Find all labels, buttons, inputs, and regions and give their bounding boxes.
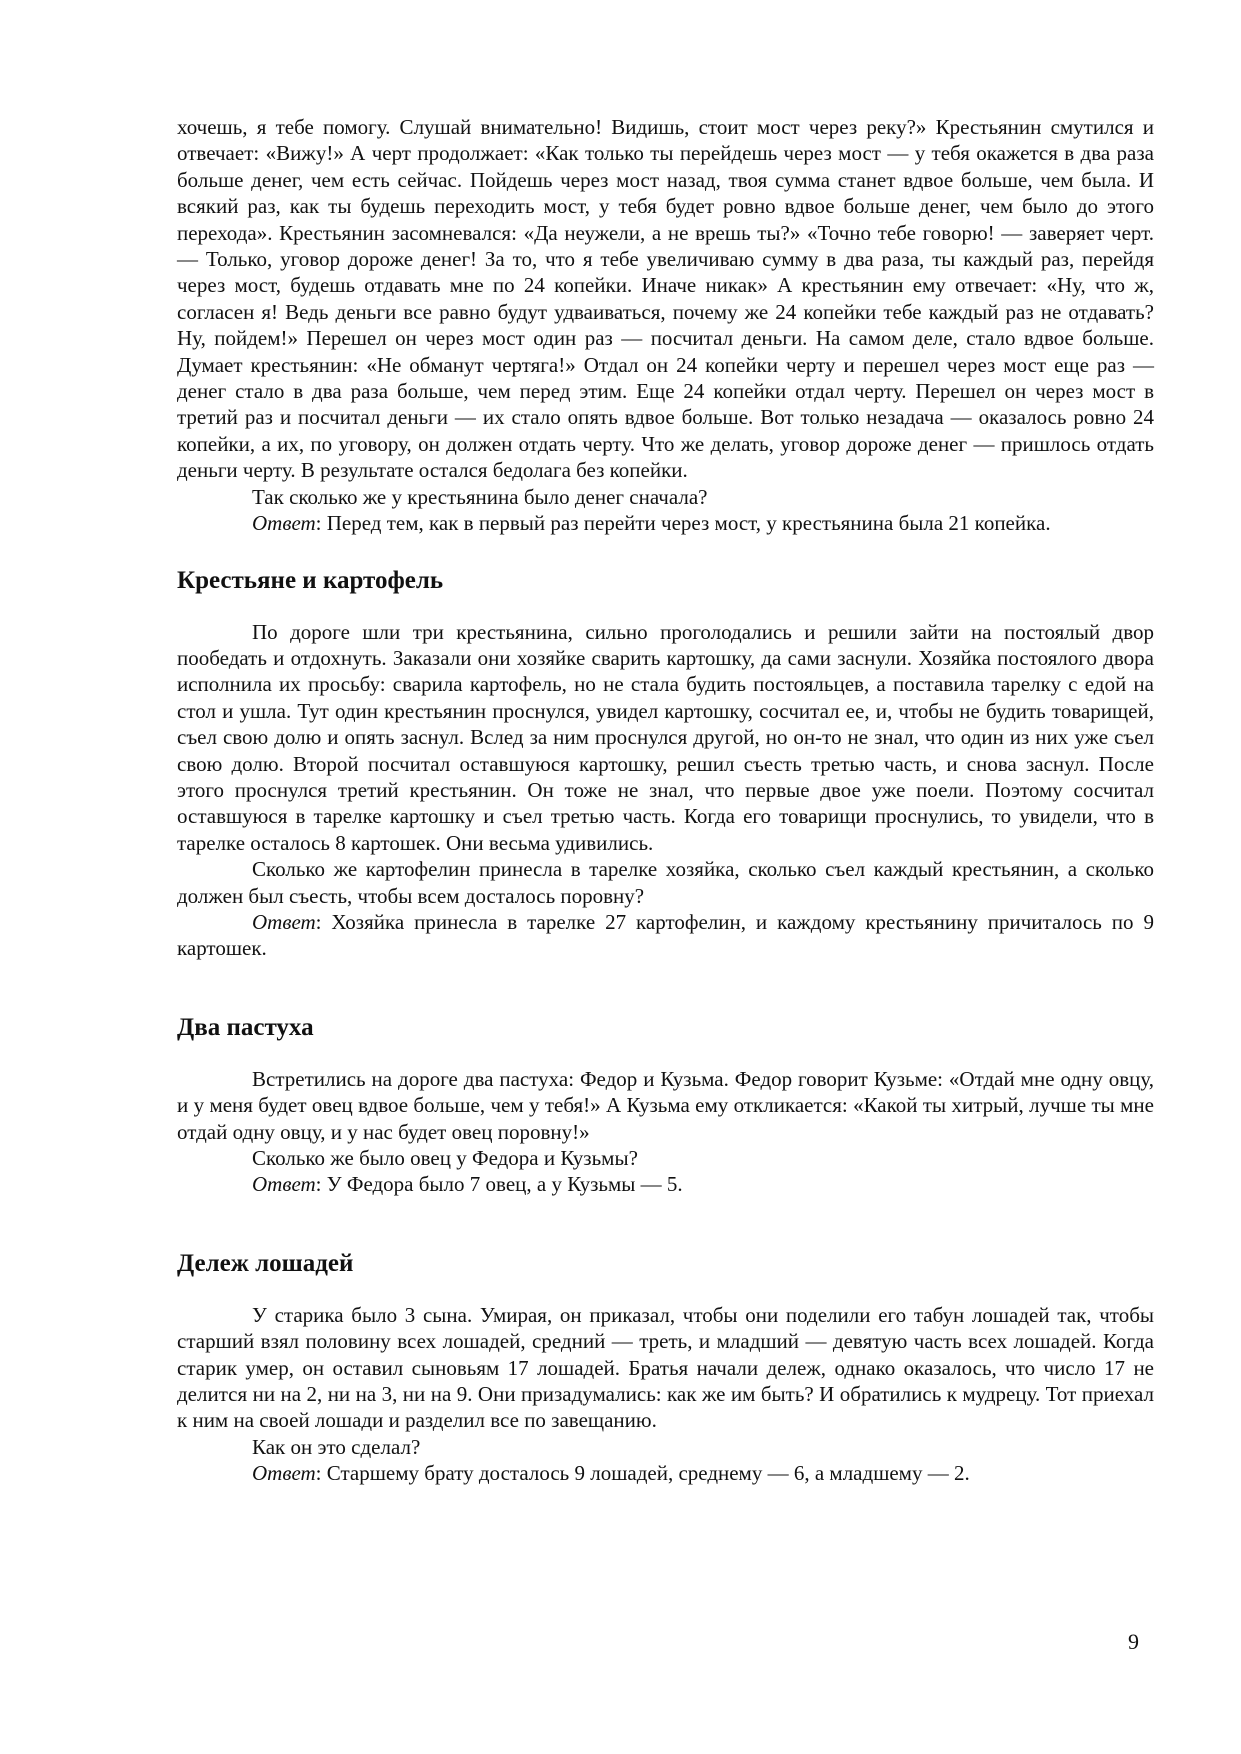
section-title-shepherds: Два пастуха xyxy=(177,1013,314,1041)
continuation-answer xyxy=(177,510,1154,536)
section-question-potatoes: Сколько же картофелин принесла в тарелке хозяйка, сколько съел каждый крестьянин, а сколько должен был съесть, чтобы всем досталось поровну? xyxy=(177,857,1154,908)
section-body-potatoes: По дороге шли три крестьянина, сильно проголодались и решили зайти на постоялый двор пообедать и отдохнуть. Заказали они хозяйке сварить картошку, да сами заснули. Хозяйка постоялого двора исполнила их просьбу: сварила картофель, но не стала будить постояльцев, а поставила тарелку с едой на стол и ушла. Тут один крестьянин проснулся, увидел картошку, сосчитал ее, и, чтобы не будить товарищей, съел свою долю и опять заснул. Вслед за ним проснулся другой, но он-то не знал, что один из них уже съел свою долю. Второй посчитал оставшуюся картошку, решил съесть третью часть, и снова заснул. После этого проснулся третий крестьянин. Он тоже не знал, что первые двое уже поели. Поэтому сосчитал оставшуюся в тарелке картошку и съел третью часть. Когда его товарищи проснулись, то увидели, что в тарелке осталось 8 картошек. Они весьма удивились. xyxy=(177,619,1154,855)
section-answer-shepherds xyxy=(177,1171,1154,1197)
section-answer-horses xyxy=(177,1460,1154,1486)
answer-label: Ответ xyxy=(252,1461,316,1486)
answer-label: Ответ xyxy=(252,909,316,934)
answer-label: Ответ xyxy=(252,511,316,536)
continuation-question: Так сколько же у крестьянина было денег сначала? xyxy=(252,484,708,509)
answer-text: : Хозяйка принесла в тарелке 27 картофелин, и каждому крестьянину причиталось по 9 картошек. xyxy=(177,909,1154,961)
section-body-horses: У старика было 3 сына. Умирая, он приказал, чтобы они поделили его табун лошадей так, чтобы старший взял половину всех лошадей, средний — треть, и младший — девятую часть всех лошадей. Когда старик умер, он оставил сыновьям 17 лошадей. Братья начали дележ, однако оказалось, что число 17 не делится ни на 2, ни на 3, ни на 9. Они призадумались: как же им быть? И обратились к мудрецу. Тот приехал к ним на своей лошади и разделил все по завещанию. xyxy=(177,1302,1154,1433)
answer-text: : У Федора было 7 овец, а у Кузьмы — 5. xyxy=(315,1172,683,1197)
section-question-horses: Как он это сделал? xyxy=(252,1434,421,1459)
section-title-potatoes: Крестьяне и картофель xyxy=(177,566,444,594)
section-body-shepherds: Встретились на дороге два пастуха: Федор и Кузьма. Федор говорит Кузьме: «Отдай мне одну овцу, и у меня будет овец вдвое больше, чем у тебя!» А Кузьма ему откликается: «Какой ты хитрый, лучше ты мне отдай одну овцу, и у нас будет овец поровну!» xyxy=(177,1066,1154,1144)
page-number: 9 xyxy=(1128,1629,1139,1654)
section-answer-potatoes xyxy=(177,909,1154,962)
section-question-shepherds: Сколько же было овец у Федора и Кузьмы? xyxy=(252,1146,638,1170)
answer-label: Ответ xyxy=(252,1172,316,1197)
page-content xyxy=(177,114,1154,1487)
continuation-paragraph: хочешь, я тебе помогу. Слушай внимательно! Видишь, стоит мост через реку?» Крестьянин смутился и отвечает: «Вижу!» А черт продолжает: «Как только ты перейдешь через мост — у тебя окажется в два раза больше денег, чем есть сейчас. Пойдешь через мост назад, твоя сумма станет вдвое больше, чем была. И всякий раз, как ты будешь переходить мост, у тебя будет ровно вдвое больше денег, чем было до этого перехода». Крестьянин засомневался: «Да неужели, а не врешь ты?» «Точно тебе говорю! — заверяет черт. — Только, уговор дороже денег! За то, что я тебе увеличиваю сумму в два раза, ты каждый раз, перейдя через мост, будешь отдавать мне по 24 копейки. Иначе никак» А крестьянин ему отвечает: «Ну, что ж, согласен я! Ведь деньги все равно будут удваиваться, почему же 24 копейки тебе каждый раз не отдавать? Ну, пойдем!» Перешел он через мост один раз — посчитал деньги. На самом деле, стало вдвое больше. Думает крестьянин: «Не обманут чертяга!» Отдал он 24 копейки черту и перешел через мост еще раз — денег стало в два раза больше, чем перед этим. Еще 24 копейки отдал черту. Перешел он через мост в третий раз и посчитал деньги — их стало опять вдвое больше. Вот только незадача — оказалось ровно 24 копейки, а их, по уговору, он должен отдать черту. Что же делать, уговор дороже денег — пришлось отдать деньги черту. В результате остался бедолага без копейки. xyxy=(177,115,1154,483)
section-title-horses: Дележ лошадей xyxy=(177,1249,354,1277)
answer-text: : Старшему брату досталось 9 лошадей, среднему — 6, а младшему — 2. xyxy=(315,1461,970,1486)
answer-text: : Перед тем, как в первый раз перейти через мост, у крестьянина была 21 копейка. xyxy=(315,511,1051,536)
